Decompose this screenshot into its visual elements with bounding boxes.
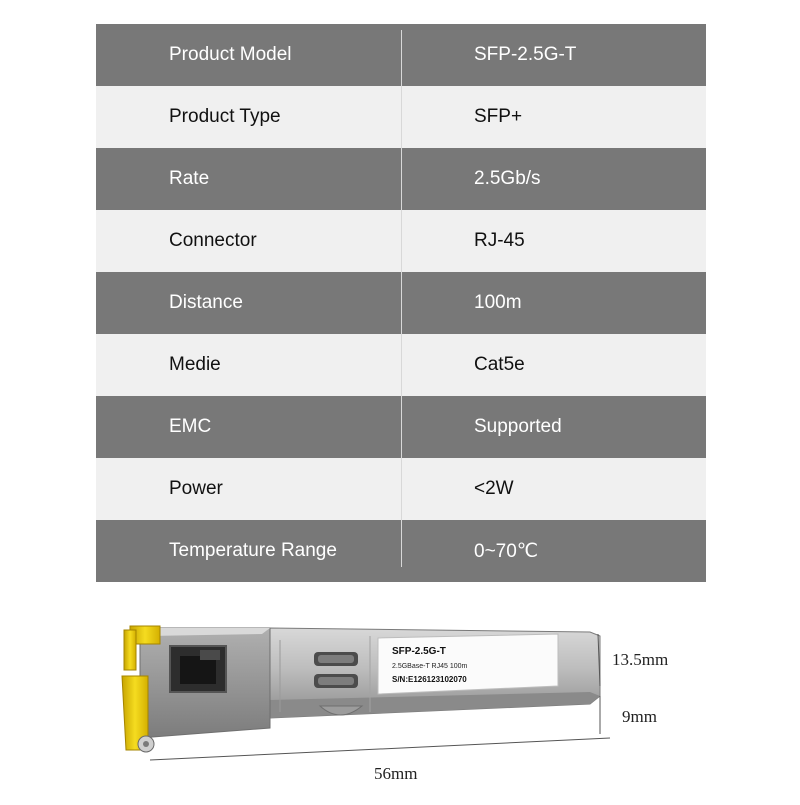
label-serial: S/N:E126123102070 <box>392 675 467 684</box>
module-label <box>378 634 558 694</box>
spec-value: 2.5Gb/s <box>474 168 541 189</box>
spec-value: 100m <box>474 292 522 313</box>
spec-value: 0~70℃ <box>474 540 539 562</box>
spec-label: EMC <box>169 416 212 437</box>
label-description: 2.5GBase-T RJ45 100m <box>392 663 468 670</box>
spec-value: RJ-45 <box>474 230 525 251</box>
label-model: SFP-2.5G-T <box>392 646 446 657</box>
spec-label: Medie <box>169 354 221 375</box>
spec-value: Supported <box>474 416 562 437</box>
spec-label: Product Model <box>169 44 292 65</box>
column-divider <box>401 30 402 567</box>
spec-value: Cat5e <box>474 354 525 375</box>
spec-value: SFP-2.5G-T <box>474 44 577 65</box>
spec-label: Power <box>169 478 223 499</box>
dim-line-length <box>150 738 610 760</box>
dimension-height-total: 13.5mm <box>612 650 669 669</box>
spec-value: SFP+ <box>474 106 523 127</box>
product-illustration <box>0 600 800 800</box>
dimension-height-body: 9mm <box>622 707 657 726</box>
spec-label: Product Type <box>169 106 281 127</box>
spec-label: Temperature Range <box>169 540 337 561</box>
spec-value: <2W <box>474 478 514 499</box>
dimension-length: 56mm <box>374 764 418 783</box>
spec-label: Distance <box>169 292 243 313</box>
spec-label: Rate <box>169 168 210 189</box>
spec-table <box>96 24 706 582</box>
spec-label: Connector <box>169 230 257 251</box>
